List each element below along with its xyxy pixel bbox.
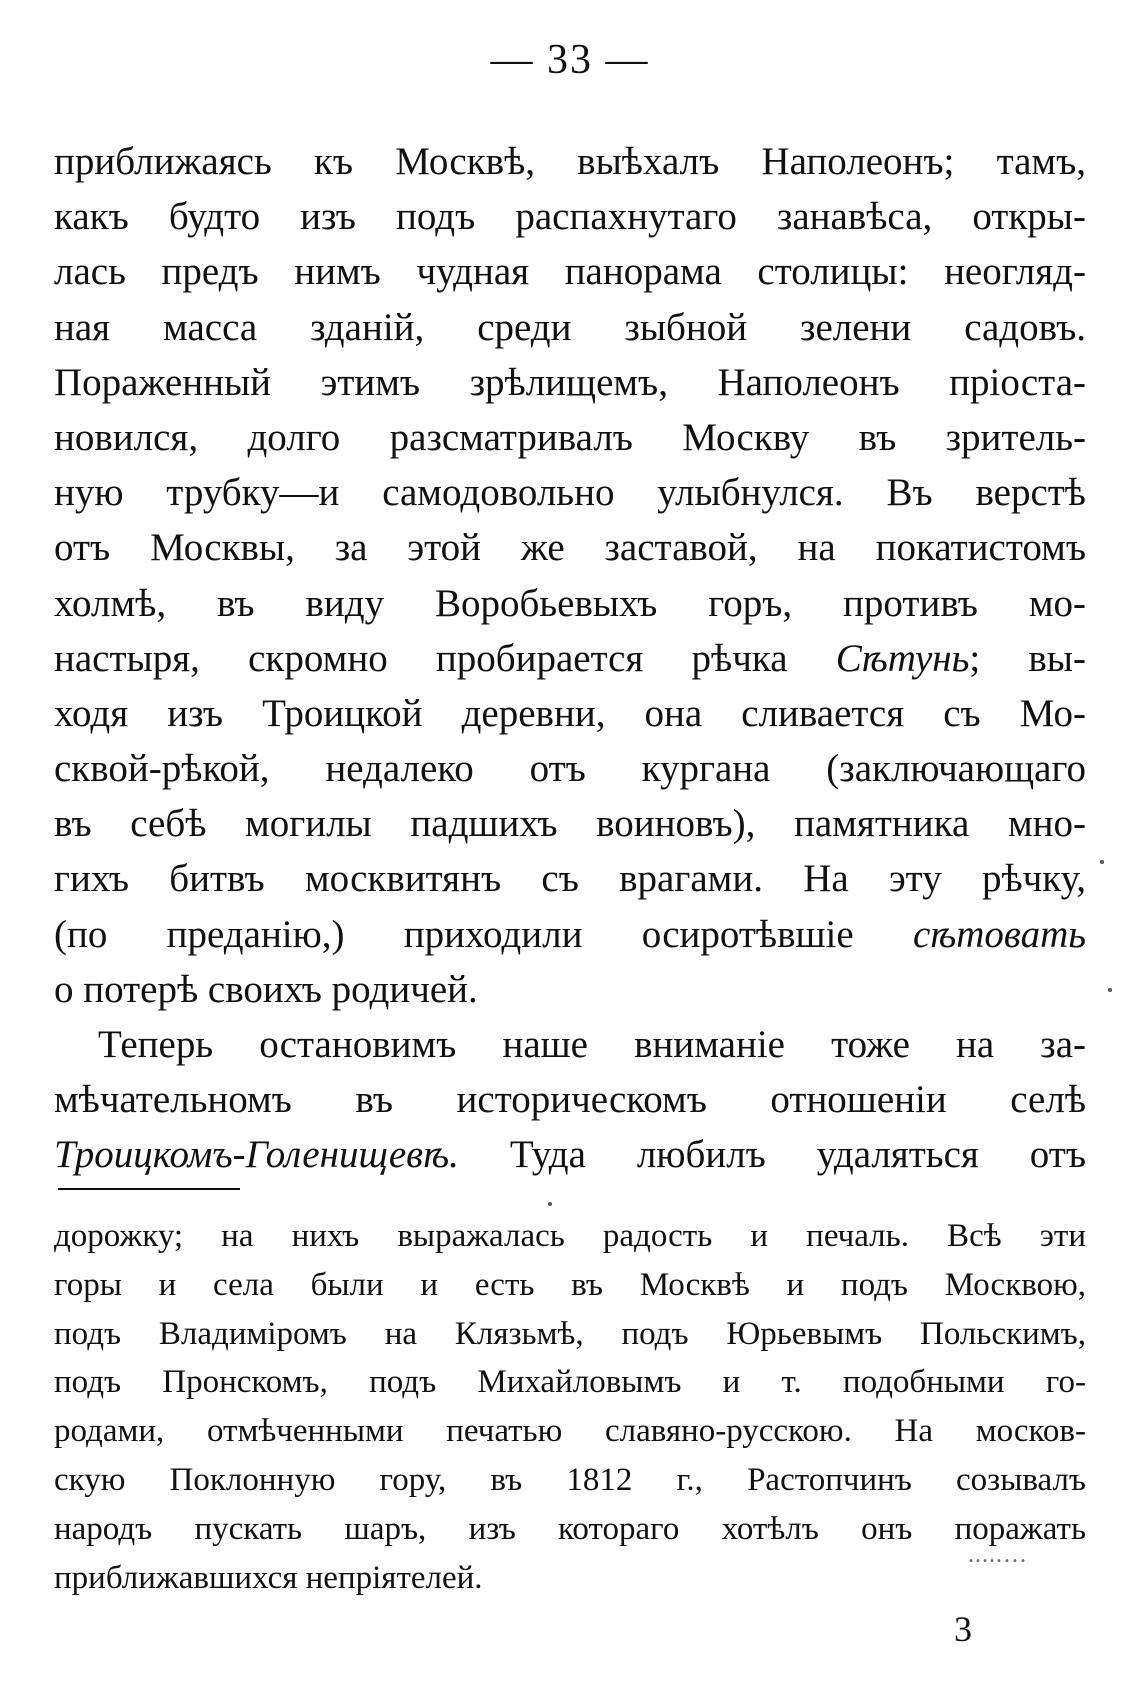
text-line: въ себѣ могилы падшихъ воиновъ), памятника мно-	[54, 802, 1086, 846]
italic-river-name: Сѣтунь	[835, 636, 970, 680]
page-number: — 33 —	[490, 37, 650, 83]
text-line: холмѣ, въ виду Воробьевыхъ горъ, противъ мо-	[54, 581, 1086, 625]
text-segment: (по преданію,) приходили осиротѣвшіе	[54, 912, 854, 956]
main-text	[54, 134, 1086, 1183]
text-line: гихъ битвъ москвитянъ съ врагами. На эту рѣчку,	[54, 857, 1086, 901]
text-line: ную трубку—и самодовольно улыбнулся. Въ верстѣ	[54, 471, 1086, 515]
text-line: Пораженный этимъ зрѣлищемъ, Наполеонъ пріоста-	[54, 360, 1086, 404]
text-line: отъ Москвы, за этой же заставой, на покатистомъ	[54, 526, 1086, 570]
footnote-line: скую Поклонную гору, въ 1812 г., Растопчинъ созывалъ	[54, 1461, 1086, 1498]
printer-signature-mark: .....…	[968, 1542, 1028, 1568]
scan-speck	[1108, 988, 1112, 992]
text-line: о потерѣ своихъ родичей.	[54, 967, 478, 1011]
text-segment: ; вы-	[969, 636, 1086, 680]
text-line	[54, 631, 1086, 686]
text-line: лась предъ нимъ чудная панорама столицы: неогляд-	[54, 250, 1086, 294]
text-line: какъ будто изъ подъ распахнутаго занавѣса, откры-	[54, 195, 1086, 239]
text-segment: Туда любилъ удаляться отъ	[458, 1133, 1086, 1177]
italic-village-name: Троицкомъ-Голенищевѣ.	[54, 1133, 459, 1177]
text-line: сквой-рѣкой, недалеко отъ кургана (заключающаго	[54, 747, 1086, 791]
text-line: ная масса зданій, среди зыбной зелени садовъ.	[54, 305, 1086, 349]
text-line	[54, 1127, 1086, 1182]
text-line: приближаясь къ Москвѣ, выѣхалъ Наполеонъ; тамъ,	[54, 140, 1086, 183]
text-segment: настыря, скромно пробирается рѣчка	[54, 636, 788, 680]
footnote-line: подъ Пронскомъ, подъ Михайловымъ и т. подобными го-	[54, 1364, 1086, 1401]
sheet-number: 3	[954, 1609, 972, 1649]
text-line: мѣчательномъ въ историческомъ отношеніи селѣ	[54, 1078, 1086, 1122]
italic-word: сѣтовать	[912, 912, 1086, 956]
footnote-line: народъ пускать шаръ, изъ котораго хотѣлъ онъ поражать	[54, 1510, 1086, 1547]
footnote-line: родами, отмѣченными печатью славяно-русскою. На москов-	[54, 1413, 1086, 1450]
footnote	[54, 1212, 1086, 1602]
text-line: новился, долго разсматривалъ Москву въ зритель-	[54, 415, 1086, 459]
footnote-line: подъ Владиміромъ на Клязьмѣ, подъ Юрьевымъ Польскимъ,	[54, 1315, 1086, 1352]
text-line	[54, 907, 1086, 962]
footnote-line: горы и села были и есть въ Москвѣ и подъ Москвою,	[54, 1266, 1086, 1303]
scan-speck	[1100, 860, 1104, 864]
text-line: ходя изъ Троицкой деревни, она сливается съ Мо-	[54, 691, 1086, 735]
paragraph-start-line: Теперь остановимъ наше вниманіе тоже на за-	[98, 1023, 1086, 1066]
footnote-line: приближавшихся непріятелей.	[54, 1559, 483, 1596]
footnote-line: дорожку; на нихъ выражалась радость и печаль. Всѣ эти	[54, 1218, 1086, 1254]
scan-speck	[548, 1202, 552, 1206]
footnote-separator	[58, 1188, 240, 1190]
